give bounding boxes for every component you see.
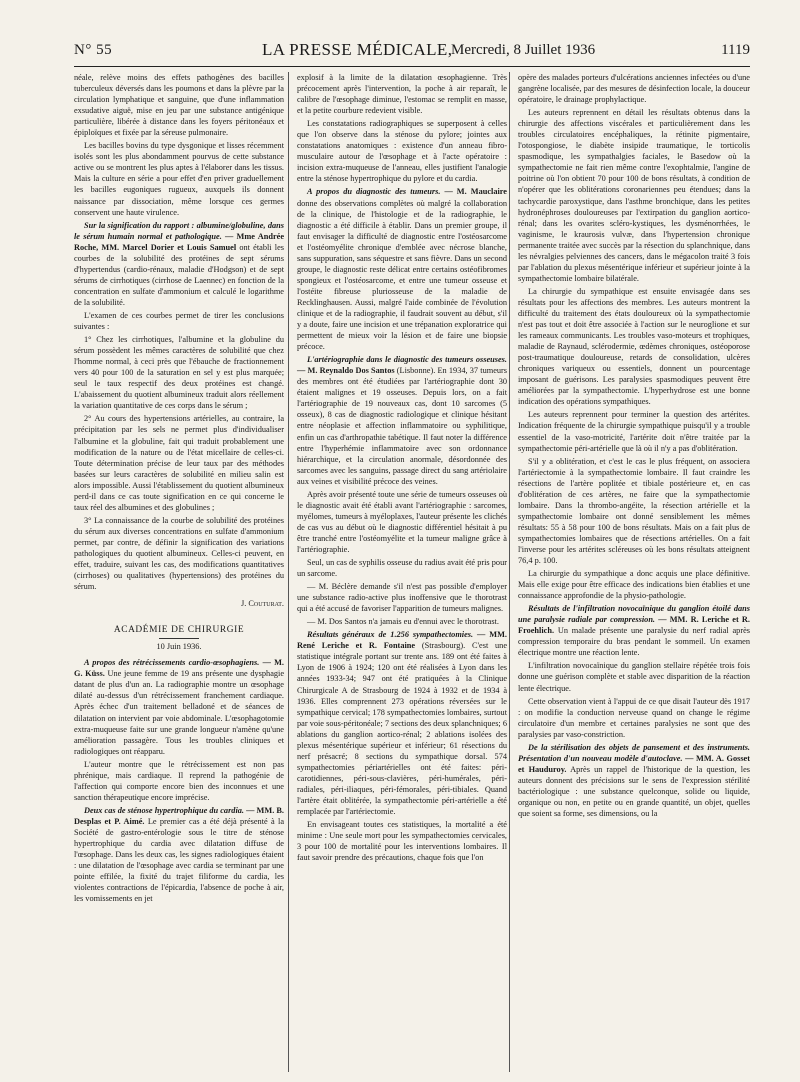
paragraph: L'infiltration novocaïnique du ganglion stellaire répétée trois fois donne une guérison complète et stable avec disparition de la réaction lente électrique. [518,661,750,693]
signature: J. Couturat. [241,599,284,609]
paragraph: La chirurgie du sympathique est ensuite envisagée dans ses résultats pour les affections des membres. Les auteurs montrent la difficulté du traitement des états douloureux où la sympathectomie n'est pas tout et doit être associée à l'action sur le neuroglione et sur les rameaux communicants. Les troubles vaso-moteurs et trophiques, maladie de Raynaud, sclérodermie, œdèmes chroniques, ostéoporose post-traumatique douloureuse, retards de consolidation, ulcères chroniques variqueux ou essentiels, donnent un pourcentage imposant de guérisons. Les paralysies spasmodiques peuvent être améliorées par la sympathectomie. L'hyperhydrose est une bonne indication des opérations sympathiques. [518,286,750,407]
article-authors: — MM. René Leriche et R. Fontaine [297,630,507,651]
column-divider [288,72,289,1072]
column-1 [74,72,284,906]
article-authors: — M. G. Küss. [74,658,284,679]
journal-title: LA PRESSE MÉDICALE, [262,40,453,59]
paragraph: — M. Dos Santos n'a jamais eu d'ennui avec le thorotrast. [307,617,499,627]
paragraph: Les constatations radiographiques se superposent à celles que l'on observe dans la sténose du pylore; jointes aux constatations anatomiques : existence d'un anneau fibro-musculaire autour de l'œsophage et à l'acte opératoire : incision extra-muqueuse de l'anneau, elles justifient l'analogie entre la sténose hypertrophique du pylore et du cardia. [297,119,507,184]
paragraph: opère des malades porteurs d'ulcérations anciennes infectées ou d'une gangrène localisée, par des mesures de désinfection locale, la douceur opératoire, le drainage prophylactique. [518,73,750,105]
article-authors: — M. Reynaldo Dos Santos [297,366,395,376]
paragraph: donne des observations complètes où malgré la collaboration de la clinique, de l'histologie et de la radiographie, le diagnostic a été difficile à établir. Dans un premier groupe, il faut envisager la difficulté de diagnostic entre l'ostéosarcome et l'ostéomyélite chronique d'emblée avec nécrose blanche, sans suppuration, sans séquestre et sans fièvre. Dans un second groupe, le diagnostic reste délicat entre certains ostéofibromes spongieux et l'ostéosarcome, et entre une tumeur osseuse et l'ostéite fibreuse pluriosseuse de la maladie de Recklinghausen. Aussi, malgré l'aide combinée de l'évolution clinique et de la radiographie, il faudrait souvent au début, s'il y a doute, faire une incision et une trépanation exploratrice qui permettent de mieux voir la lésion et de faire une biopsie précoce. [297,198,507,352]
paragraph: explosif à la limite de la dilatation œsophagienne. Très précocement après l'intervention, la poche à air reparaît, le calibre de l'œsophage diminue, l'estomac se remplit en masse, et la petite courbure redevient visible. [297,73,507,116]
issue-date: Mercredi, 8 Juillet 1936 [451,42,596,58]
section-rule [159,638,199,639]
article-authors: — MM. R. Leriche et R. Froehlich. [518,615,750,636]
header-rule [74,66,750,67]
article-heading: A propos des rétrécissements cardio-œsophagiens. [84,658,260,668]
paragraph: (Strasbourg). C'est une statistique intégrale portant sur trente ans. 189 ont été faites à Lyon de 1906 à 1924; 120 ont été réalisées à Lyon dans les années 1933-34; 947 ont été pratiquées à la Clinique Chirurgicale A de Strasbourg de 1924 à 1932 et de 1934 à 1936. Elles comprennent 273 opérations réversées sur le sympathique cervical; 178 sympathectomies lombaires, surtout par voie sous-péritonéale; 7 sections des deux splanchniques; 6 ablations du ganglion aortico-rénal; 2 ablations isolées des plexus mésentérique supérieur et inférieur; 61 résections du nerf présacré; 8 sections du sympathique dorsal. 574 sympathectomies périartérielles ont été faites: péri-carotidiennes, péri-sous-clavières, péri-humérales, péri-radiales, péri-iliaques, péri-fémorales, péri-tibiales. Quand l'artère était oblitérée, la sympathectomie péri-artérielle a été remplacée par l'artériectomie. [297,641,507,817]
page-number: 1119 [721,42,750,58]
article-heading: Résultats de l'infiltration novocaïnique du ganglion étoilé dans une paralysie radiale par compression. [518,604,750,625]
paragraph: En envisageant toutes ces statistiques, la mortalité a été minime : Une seule mort pour les sympathectomies cervicales, 3 pour 100 de mortalité pour les interventions lombaires. Il faut savoir prendre des précautions, chaque fois que l'on [297,820,507,863]
page-header [74,38,750,66]
paragraph: Les bacilles bovins du type dysgonique et lisses récemment isolés sont les plus abondamment pourvus de cette substance active ou se montrent les plus aptes à l'élaborer dans les tissus. Mais la culture en série a pour effet d'en priver graduellement les bacilles eugoniques rugueux, auxquels ils donnent naissance par dissociation, même lorsque ces germes conservent une haute virulence. [74,141,284,217]
issue-number: N° 55 [74,42,113,58]
paragraph: — M. Béclère demande s'il n'est pas possible d'employer une substance radio-active plus inoffensive que le thorotrast qui a été accusé de favoriser l'apparition de tumeurs malignes. [297,582,507,614]
paragraph: Un malade présente une paralysie du nerf radial après compression temporaire du bras pendant le sommeil. Un examen électrique montre une réaction lente. [518,626,750,658]
paragraph: (Lisbonne). En 1934, 37 tumeurs des membres ont été étudiées par l'artériographie dont 30 étaient malignes et 19 osseuses. Depuis lors, on a fait l'artériographie de 19 nouveaux cas, dont 10 sarcomes (5 osseux), 8 cas de diagnostic radiologique et clinique hésitant entre néoplasie et affection inflammatoire ou syphilitique, enfin un cas d'arthropathie tabétique. Il faut noter la différence entre l'hyperhémie inflammatoire avec son ordonnance hiérarchique, et la circulation anormale, désordonnée des sarcomes avec les sanguins, passage direct du sang artériolaire aux veines et visibilité précoce des veines. [297,366,508,486]
article-heading: Sur la signification du rapport : albumine/globuline, dans le sérum humain normal et pathologique. [74,220,284,241]
paragraph: ont établi les courbes de la solubilité des protéines de sept sérums d'hypertendus (cardio-rénaux, maladie d'Hodgson) et de sept sérums de cirrhotiques (cirrhose de Laennec) en fonction de la concentration en sulfate d'ammonium et calculé le logarithme de la solubilité. [74,242,285,307]
paragraph: La chirurgie du sympathique a donc acquis une place définitive. Mais elle exige pour être efficace des indications bien établies et une connaissance approfondie de la physio-pathologie. [518,569,750,601]
paragraph: L'auteur montre que le rétrécissement est non pas phrénique, mais cardiaque. Il reprend la pathogénie de l'affection qui comporte encore bien des inconnues et une sanction thérapeutique encore imprécise. [74,759,284,802]
column-divider [509,72,510,1072]
paragraph: Seul, un cas de syphilis osseuse du radius avait été pris pour un sarcome. [297,558,507,579]
section-date: 10 Juin 1936. [156,642,202,652]
column-2 [297,72,507,865]
article-authors: — MM. B. Desplas et P. Aimé. [74,805,285,826]
column-3 [518,72,750,821]
article-heading: Deux cas de sténose hypertrophique du cardia. [84,805,244,815]
section-title: ACADÉMIE DE CHIRURGIE [113,625,245,636]
paragraph: Le premier cas a été déjà présenté à la Société de gastro-entérologie sous le titre de sténose hypertrophique du cardia avec dilatation diffuse de l'œsophage. Dans les deux cas, les signes radiologiques étaient : une dilatation de l'œsophage avec cardia se terminant par une pointe effilée, la fixité du trajet filiforme du cardia, les violentes contractions de l'épicardia, l'absence de poche à air, les vomissements en jet [74,816,284,904]
paragraph: 3° La connaissance de la courbe de solubilité des protéines du sérum aux diverses concentrations en sulfate d'ammonium permet, par contre, de définir la signification des variations pathologiques du quotient albumineux. Celles-ci peuvent, en effet, traduire, suivant les cas, des modifications quantitatives (cirrhoses) ou qualitatives (hypertensions) des protéines du sérum. [74,515,284,592]
article-heading: L'artériographie dans le diagnostic des tumeurs osseuses. [307,355,507,365]
paragraph: 1° Chez les cirrhotiques, l'albumine et la globuline du sérum possèdent les mêmes caractères de solubilité que chez l'homme normal, à ceci près que l'ébauche de fractionnement vers 40 pour 100 de la saturation en sel y est plus marquée; seul le taux respectif des deux protéines est changé. L'abaissement du quotient albumineux traduit alors réellement la variation quantitative de ces corps dans le sérum ; [74,335,284,411]
paragraph: Cette observation vient à l'appui de ce que disait l'auteur dès 1917 : on modifie la conduction nerveuse quand on change le régime circulatoire d'un membre et certaines paralysies ne sont que des paralysies par vaso-constriction. [518,696,750,739]
paragraph: 2° Au cours des hypertensions artérielles, au contraire, la précipitation par les sels ne permet plus d'individualiser l'albumine et la globuline, fait qui traduit probablement une modification de la nature ou de l'état micellaire de celles-ci. Toute détermination précise de leur taux par des méthodes basées sur leurs caractères de solubilité en milieu salin est alors impossible. Aussi l'établissement du quotient albumineux perd-il dans ce cas toute signification en ce qui concerne le taux réel des albumines et des globulines ; [74,414,284,512]
paragraph: Les auteurs reprennent pour terminer la question des artérites. Indication fréquente de la chirurgie sympathique puisqu'il y a trouble essentiel de la vaso-motricité, l'artérite doit n'être traitée par la sympathectomie péri-artérielle que là où il n'y a pas d'oblitération. [518,410,750,453]
article-heading: Résultats généraux de 1.256 sympathectomies. [307,630,474,640]
paragraph: Une jeune femme de 19 ans présente une dysphagie datant de plus d'un an. La radiographie montre un œsophage dilaté au-dessus d'un rétrécissement franchement cardiaque. Après échec d'un traitement belladoné et de séances de dilatation on intervient par voie abdominale. L'œsophagotomie extra-muqueuse faite sur une grande longueur n'amène qu'une amélioration passagère. Tous les troubles cliniques et radiologiques ont réapparu. [74,669,285,756]
paragraph: Après un rappel de l'historique de la question, les auteurs donnent des précisions sur le sens de l'expression stérilité bactériologique : une substance quelconque, solide ou liquide, organique ou non, en petite ou en grande quantité, un objet, quelles que soient sa forme, ses dimensions, ou la [518,764,750,819]
article-heading: A propos du diagnostic des tumeurs. [307,187,441,197]
article-authors: — MM. A. Gosset et Hauduroy. [518,753,751,774]
paragraph: S'il y a oblitération, et c'est le cas le plus fréquent, on associera l'artériectomie à la sympathectomie lombaire. Il faut craindre les résections de l'artère poplitée et tibiale postérieure et, en cas d'oblitération de ces artères, ne faire que la sympathectomie lombaire. Dans la thrombo-angéite, la résection artérielle et la sympathectomie lombaire ont donné sensiblement les mêmes résultats: 55 à 58 pour 100 de bons résultats. Mais on a fait plus de sympathectomies lombaires que de résections artérielles. On a fait l'inverse pour les artérites scléreuses où les bons résultats atteignent 76,4 p. 100. [518,456,750,566]
paragraph: L'examen de ces courbes permet de tirer les conclusions suivantes : [74,310,284,332]
paragraph: Les auteurs reprennent en détail les résultats obtenus dans la chirurgie des affections viscérales et particulièrement dans les troubles circulatoires encéphaliques, la rétinite pigmentaire, l'otospongiose, le diabète insipide traumatique, le torticolis spasmodique, les sympathalgies faciales, le Basedow où la sympathectomie ne fait rien même contre l'exophtalmie, l'angine de poitrine où l'on obtient 70 pour 100 de bons résultats, à condition de n'opérer que les oblitérations coronariennes peu étendues; dans la tachycardie paroxystique, dans l'asthme bronchique, dans les petites hydronéphroses douloureuses par l'extirpation du ganglion aortico-rénal; dans les ovarites scléro-kystiques, les dysménorrhées, le vaginisme, le kraurosis vulvæ, dans l'hypertension chronique permanente traitée avec succès par la résection du splanchnique, dans les névralgies pelviennes des cancers, dans le mégacolon traité 3 fois par l'ablation du plexus mésentérique inférieur et supérieur jointe à la sympathectomie lombaire bilatérale. [518,108,750,283]
article-authors: — Mme Andrée Roche, MM. Marcel Dorier et Louis Samuel [74,231,285,252]
paragraph: néale, relève moins des effets pathogènes des bacilles tuberculeux déversés dans les poumons et dans la plèvre par la circulation lymphatique et sanguine, que d'une inflammation exsudative aiguë, mise en jeu par une substance antigénique particulière, libérée à distance dans les foyers péritonéaux et épiploïques et fixée par la séreuse pulmonaire. [74,73,284,138]
article-authors: — M. Mauclaire [444,187,507,197]
paragraph: Après avoir présenté toute une série de tumeurs osseuses où le diagnostic avait été établi avant l'artériographie : sarcomes, myélomes, tumeurs à myéloplaxes, l'auteur présente les clichés de cas vus au début où le diagnostic différentiel hésitait à pu être tranché entre l'ostéomyélite et la tumeur maligne grâce à l'artériographie. [297,489,507,554]
article-heading: De la stérilisation des objets de pansement et des instruments. Présentation d'un nouveau modèle d'autoclave. [518,742,750,763]
